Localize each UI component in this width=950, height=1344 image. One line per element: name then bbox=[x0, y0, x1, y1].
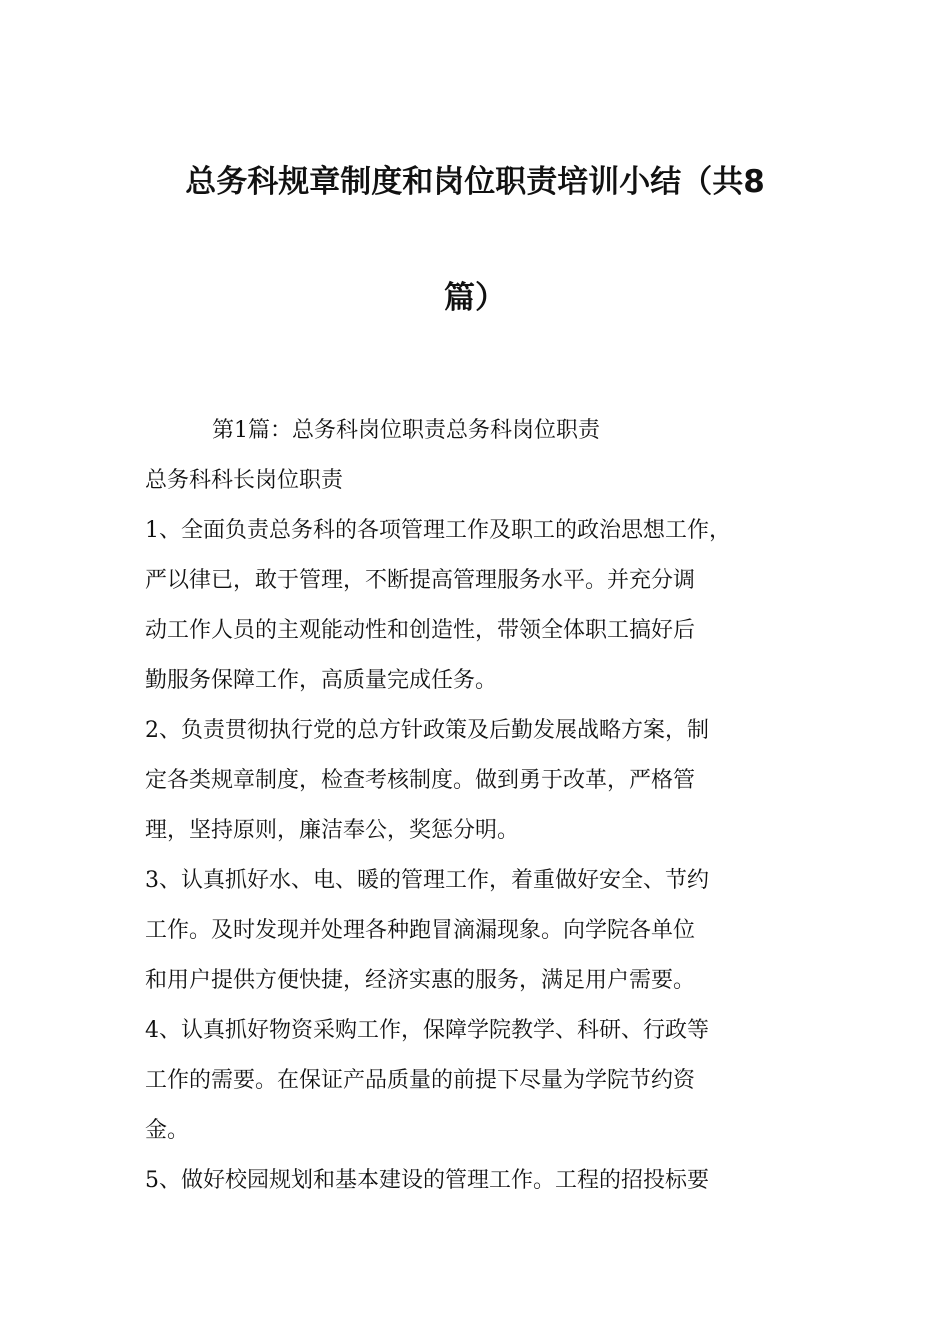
document-title-line-2: 篇） bbox=[444, 280, 506, 316]
paragraph-line: 勤服务保障工作，高质量完成任务。 bbox=[145, 668, 498, 693]
document-title-line-1: 总务科规章制度和岗位职责培训小结（共8 bbox=[185, 164, 765, 200]
paragraph-line: 金。 bbox=[145, 1118, 190, 1143]
paragraph-line: 定各类规章制度，检查考核制度。做到勇于改革，严格管 bbox=[145, 768, 696, 793]
paragraph-line: 3、认真抓好水、电、暖的管理工作，着重做好安全、节约 bbox=[145, 868, 709, 893]
paragraph-line: 2、负责贯彻执行党的总方针政策及后勤发展战略方案，制 bbox=[145, 718, 709, 743]
subsection-heading: 总务科科长岗位职责 bbox=[145, 468, 344, 493]
paragraph-line: 动工作人员的主观能动性和创造性，带领全体职工搞好后 bbox=[145, 618, 696, 643]
paragraph-line: 严以律已，敢于管理，不断提高管理服务水平。并充分调 bbox=[145, 568, 696, 593]
paragraph-line: 5、做好校园规划和基本建设的管理工作。工程的招投标要 bbox=[145, 1168, 709, 1193]
paragraph-line: 工作。及时发现并处理各种跑冒滴漏现象。向学院各单位 bbox=[145, 918, 696, 943]
paragraph-line: 工作的需要。在保证产品质量的前提下尽量为学院节约资 bbox=[145, 1068, 696, 1093]
paragraph-line: 理，坚持原则，廉洁奉公，奖惩分明。 bbox=[145, 818, 520, 843]
paragraph-line: 1、全面负责总务科的各项管理工作及职工的政治思想工作， bbox=[145, 518, 731, 543]
paragraph-line: 4、认真抓好物资采购工作，保障学院教学、科研、行政等 bbox=[145, 1018, 709, 1043]
paragraph-line: 和用户提供方便快捷，经济实惠的服务，满足用户需要。 bbox=[145, 968, 696, 993]
section-heading: 第1篇：总务科岗位职责总务科岗位职责 bbox=[212, 418, 600, 443]
